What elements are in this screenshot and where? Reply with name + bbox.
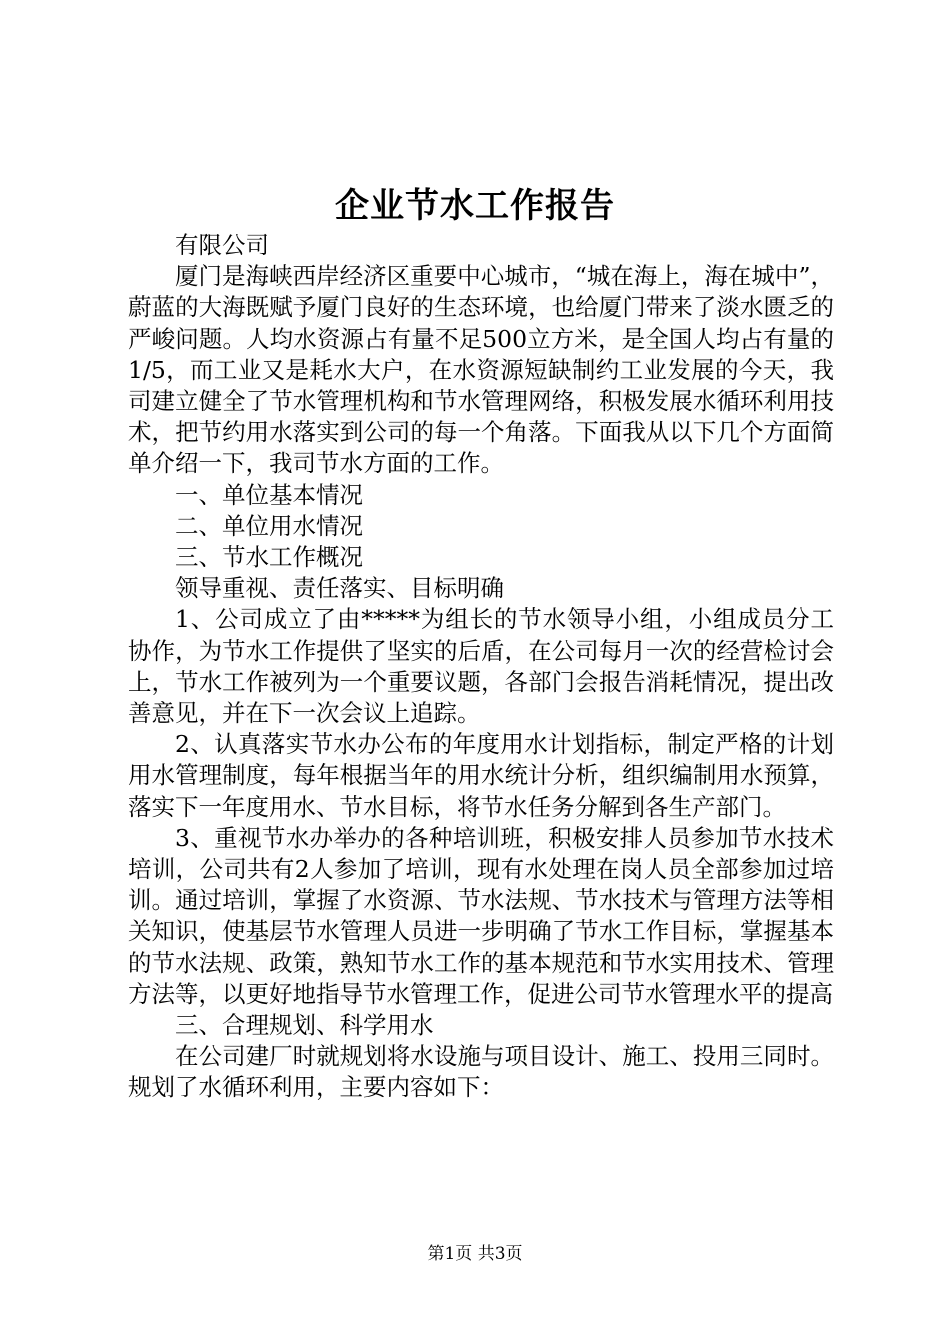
document-title: 企业节水工作报告 <box>335 186 615 226</box>
paragraph-intro: 厦门是海峡西岸经济区重要中心城市，“城在海上，海在城中”，蔚蓝的大海既赋予厦门良好的生态环境，也给厦门带来了淡水匮乏的严峻问题。人均水资源占有量不足500立方米，是全国人均占有量的1/5，而工业又是耗水大户，在水资源短缺制约工业发展的今天，我司建立健全了节水管理机构和节水管理网络，积极发展水循环利用技术，把节约用水落实到公司的每一个角落。下面我从以下几个方面简单介绍一下，我司节水方面的工作。 <box>128 262 834 478</box>
heading-basic-info: 一、单位基本情况 <box>175 480 363 509</box>
paragraph-item-3: 3、重视节水办举办的各种培训班，积极安排人员参加节水技术培训，公司共有2人参加了培训，现有水处理在岗人员全部参加过培训。通过培训，掌握了水资源、节水法规、节水技术与管理方法等相关知识，使基层节水管理人员进一步明确了节水工作目标，掌握基本的节水法规、政策，熟知节水工作的基本规范和节水实用技术、管理方法等，以更好地指导节水管理工作，促进公司节水管理水平的提高 <box>128 823 834 1008</box>
heading-overview: 三、节水工作概况 <box>175 543 363 572</box>
paragraph-item-1: 1、公司成立了由*****为组长的节水领导小组，小组成员分工协作，为节水工作提供了坚实的后盾，在公司每月一次的经营检讨会上，节水工作被列为一个重要议题，各部门会报告消耗情况，提出改善意见，并在下一次会议上追踪。 <box>128 605 834 728</box>
heading-water-usage: 二、单位用水情况 <box>175 511 363 540</box>
paragraph-planning: 在公司建厂时就规划将水设施与项目设计、施工、投用三同时。规划了水循环利用，主要内容如下： <box>128 1042 834 1102</box>
heading-planning: 三、合理规划、科学用水 <box>175 1011 434 1040</box>
document-body <box>128 230 834 1104</box>
subheading-leadership: 领导重视、责任落实、目标明确 <box>175 574 504 603</box>
paragraph-item-2: 2、认真落实节水办公布的年度用水计划指标，制定严格的计划用水管理制度，每年根据当年的用水统计分析，组织编制用水预算，落实下一年度用水、节水目标，将节水任务分解到各生产部门。 <box>128 730 834 821</box>
paragraph-company: 有限公司 <box>175 231 269 259</box>
page-footer: 第1页 共3页 <box>427 1244 523 1264</box>
